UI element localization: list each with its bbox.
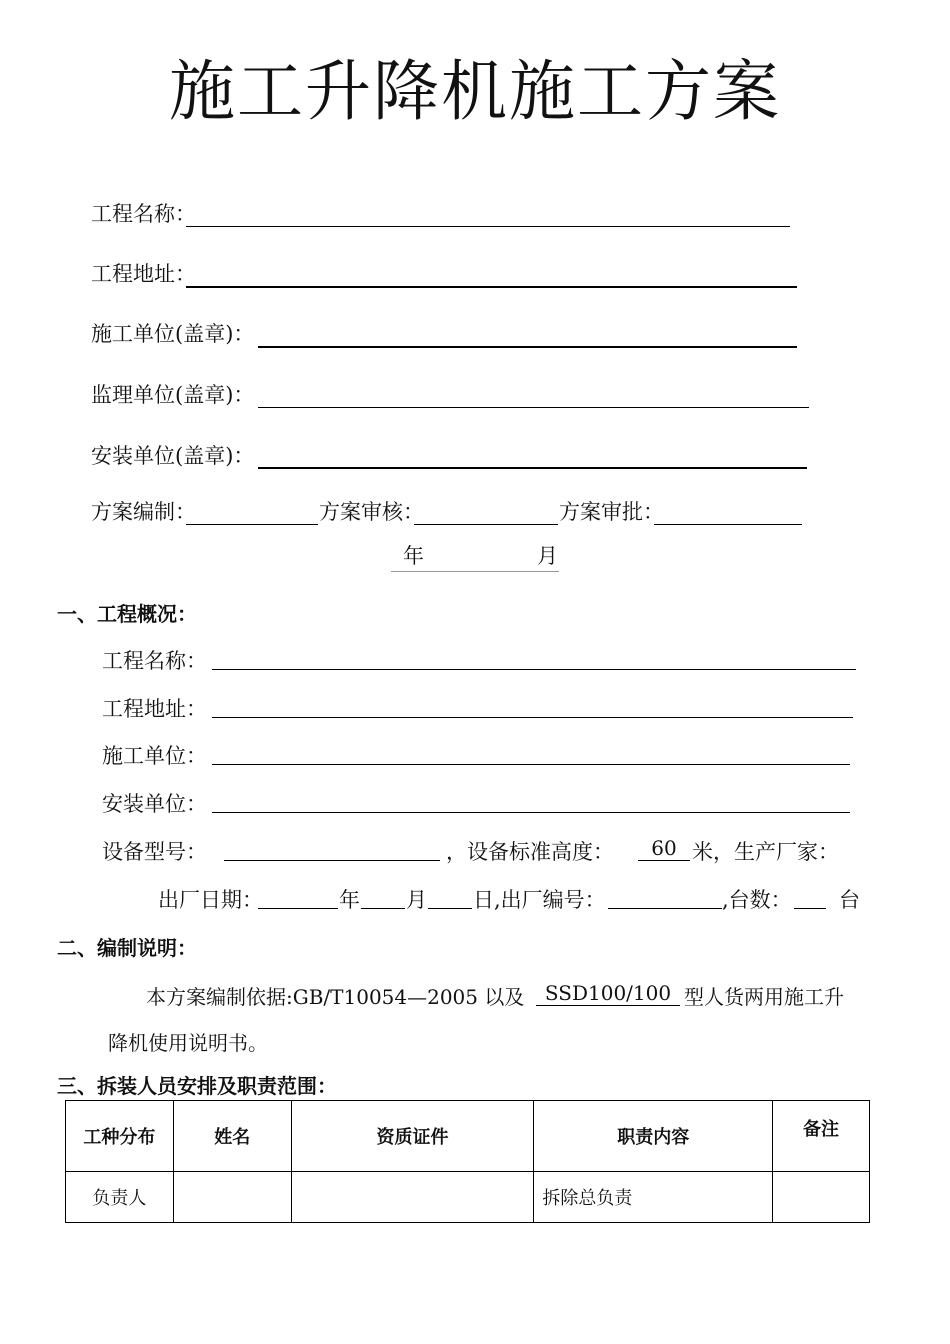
table-header-row xyxy=(66,1101,870,1172)
s2-text-line2: 降机使用说明书。 xyxy=(108,1031,268,1055)
s1-year-label: 年 xyxy=(339,888,360,912)
s2-model-value[interactable]: SSD100/100 xyxy=(544,981,672,1005)
s1-construction-unit-label: 施工单位： xyxy=(102,744,207,768)
cover-project-address-field[interactable] xyxy=(186,286,797,288)
s1-factory-date-label: 出厂日期： xyxy=(158,888,263,912)
cover-project-name-label: 工程名称： xyxy=(91,202,196,226)
cover-date-field[interactable] xyxy=(391,571,559,572)
section2-heading: 二、编制说明： xyxy=(57,936,197,960)
s1-project-address-field[interactable] xyxy=(212,717,853,718)
table-header-cell: 备注 xyxy=(773,1101,870,1172)
s1-equipment-model-field[interactable] xyxy=(224,860,440,861)
cover-project-name-field[interactable] xyxy=(186,226,790,227)
s1-factory-number-field[interactable] xyxy=(608,908,722,909)
table-header-cell: 资质证件 xyxy=(291,1101,534,1172)
section1-heading: 一、工程概况： xyxy=(57,602,197,626)
s1-count-label: ,台数： xyxy=(722,888,792,912)
s1-factory-month-field[interactable] xyxy=(361,908,405,909)
s2-text-after: 型人货两用施工升 xyxy=(684,985,844,1009)
document-title: 施工升降机施工方案 xyxy=(169,53,781,130)
table-cell[interactable] xyxy=(291,1172,534,1223)
cover-month-label: 月 xyxy=(537,544,558,568)
s1-project-name-field[interactable] xyxy=(212,669,856,670)
s1-month-label: 月 xyxy=(406,888,427,912)
cover-reviewed-label: 方案审核： xyxy=(319,500,424,524)
table-cell[interactable]: 负责人 xyxy=(66,1172,174,1223)
s1-installation-unit-label: 安装单位： xyxy=(102,792,207,816)
table-cell[interactable] xyxy=(173,1172,291,1223)
s1-standard-height-value[interactable]: 60 xyxy=(651,836,677,860)
table-cell[interactable] xyxy=(773,1172,870,1223)
table-header-cell: 姓名 xyxy=(173,1101,291,1172)
s2-text-before: 本方案编制依据:GB/T10054—2005 以及 xyxy=(146,985,525,1009)
cover-approved-label: 方案审批： xyxy=(559,500,664,524)
s1-count-field[interactable] xyxy=(794,908,826,909)
table-row xyxy=(66,1172,870,1223)
cover-prepared-field[interactable] xyxy=(186,524,318,525)
s1-project-name-label: 工程名称： xyxy=(102,649,207,673)
s1-factory-day-field[interactable] xyxy=(428,908,472,909)
cover-installation-unit-label: 安装单位(盖章)： xyxy=(91,444,255,468)
s1-count-unit: 台 xyxy=(839,888,860,912)
s1-installation-unit-field[interactable] xyxy=(212,812,850,813)
section3-heading: 三、拆装人员安排及职责范围： xyxy=(57,1074,337,1098)
s1-factory-year-field[interactable] xyxy=(258,908,338,909)
s2-model-underline xyxy=(536,1005,680,1006)
s1-equipment-model-label: 设备型号： xyxy=(102,840,207,864)
cover-supervision-unit-label: 监理单位(盖章)： xyxy=(91,383,255,407)
s1-standard-height-underline xyxy=(638,860,690,861)
cover-reviewed-field[interactable] xyxy=(414,524,558,525)
s1-construction-unit-field[interactable] xyxy=(212,764,850,765)
cover-construction-unit-label: 施工单位(盖章)： xyxy=(91,322,255,346)
cover-approved-field[interactable] xyxy=(654,524,802,525)
s1-project-address-label: 工程地址： xyxy=(102,697,207,721)
s1-height-unit: 米，生产厂家： xyxy=(692,840,839,864)
cover-prepared-label: 方案编制： xyxy=(91,500,196,524)
table-header-cell: 工种分布 xyxy=(66,1101,174,1172)
personnel-table xyxy=(65,1100,870,1223)
cover-installation-unit-field[interactable] xyxy=(258,467,807,469)
cover-construction-unit-field[interactable] xyxy=(258,346,797,348)
table-cell[interactable]: 拆除总负责 xyxy=(534,1172,773,1223)
cover-year-label: 年 xyxy=(403,544,424,568)
s1-day-label: 日,出厂编号： xyxy=(473,888,606,912)
s1-standard-height-label: ，设备标准高度： xyxy=(446,840,614,864)
cover-project-address-label: 工程地址： xyxy=(91,262,196,286)
table-header-cell: 职责内容 xyxy=(534,1101,773,1172)
cover-supervision-unit-field[interactable] xyxy=(258,407,809,408)
